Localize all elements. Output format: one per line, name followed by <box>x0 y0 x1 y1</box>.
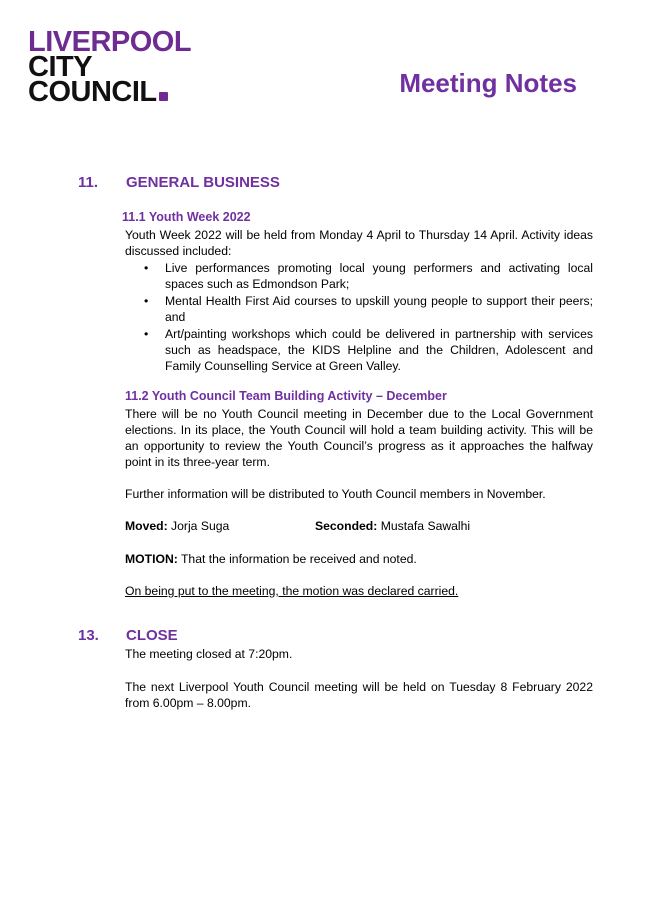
motion-text: That the information be received and noted. <box>180 552 417 566</box>
moved-seconded-line <box>125 518 593 534</box>
page-title: Meeting Notes <box>399 68 577 98</box>
section-heading-general-business <box>78 174 280 191</box>
section-title: GENERAL BUSINESS <box>126 174 280 191</box>
seconded-group <box>315 518 470 534</box>
moved-label: Moved: <box>125 519 168 533</box>
section-number: 13. <box>78 627 99 644</box>
section-number: 11. <box>78 174 99 191</box>
logo-council-text: COUNCIL <box>28 76 157 108</box>
team-building-paragraph: There will be no Youth Council meeting in December due to the Local Government elections. In its place, the Youth Council will hold a team building activity. This will be an opportunity to review the Youth Council’s progress as it approaches the halfway point in its three-year term. <box>125 407 593 469</box>
logo-line-liverpool: LIVERPOOL <box>28 26 192 58</box>
subheading-team-building: 11.2 Youth Council Team Building Activity – December <box>125 389 447 403</box>
meeting-closed-paragraph: The meeting closed at 7:20pm. <box>125 647 293 661</box>
seconded-label: Seconded: <box>315 519 378 533</box>
next-meeting-paragraph: The next Liverpool Youth Council meeting will be held on Tuesday 8 February 2022 from 6.00pm – 8.00pm. <box>125 680 593 710</box>
moved-value: Jorja Suga <box>171 519 230 533</box>
list-item: • Art/painting workshops which could be delivered in partnership with services such as headspace, the KIDS Helpline and the Children, Adolescent and Family Counselling Service at Green Valley. <box>125 326 593 374</box>
motion-carried-line <box>125 583 593 599</box>
further-info-paragraph: Further information will be distributed to Youth Council members in November. <box>125 487 546 501</box>
section-title: CLOSE <box>126 627 178 644</box>
motion-label: MOTION: <box>125 552 178 566</box>
section-heading-close <box>78 627 178 644</box>
subheading-youth-week: 11.1 Youth Week 2022 <box>122 210 251 224</box>
motion-line <box>125 551 593 567</box>
youth-week-intro: Youth Week 2022 will be held from Monday 4 April to Thursday 14 April. Activity ideas discussed included: <box>125 228 593 258</box>
council-logo <box>28 26 192 108</box>
logo-line-council <box>28 76 191 108</box>
seconded-value: Mustafa Sawalhi <box>380 519 471 533</box>
list-item: • Mental Health First Aid courses to upskill young people to support their peers; and <box>125 293 593 325</box>
logo-square-icon <box>159 92 168 101</box>
activity-ideas-list <box>125 260 593 375</box>
logo-line-city: CITY <box>28 51 93 83</box>
list-item: • Live performances promoting local young performers and activating local spaces such as Edmondson Park; <box>125 260 593 292</box>
carried-text: On being put to the meeting, the motion was declared carried. <box>125 584 459 598</box>
